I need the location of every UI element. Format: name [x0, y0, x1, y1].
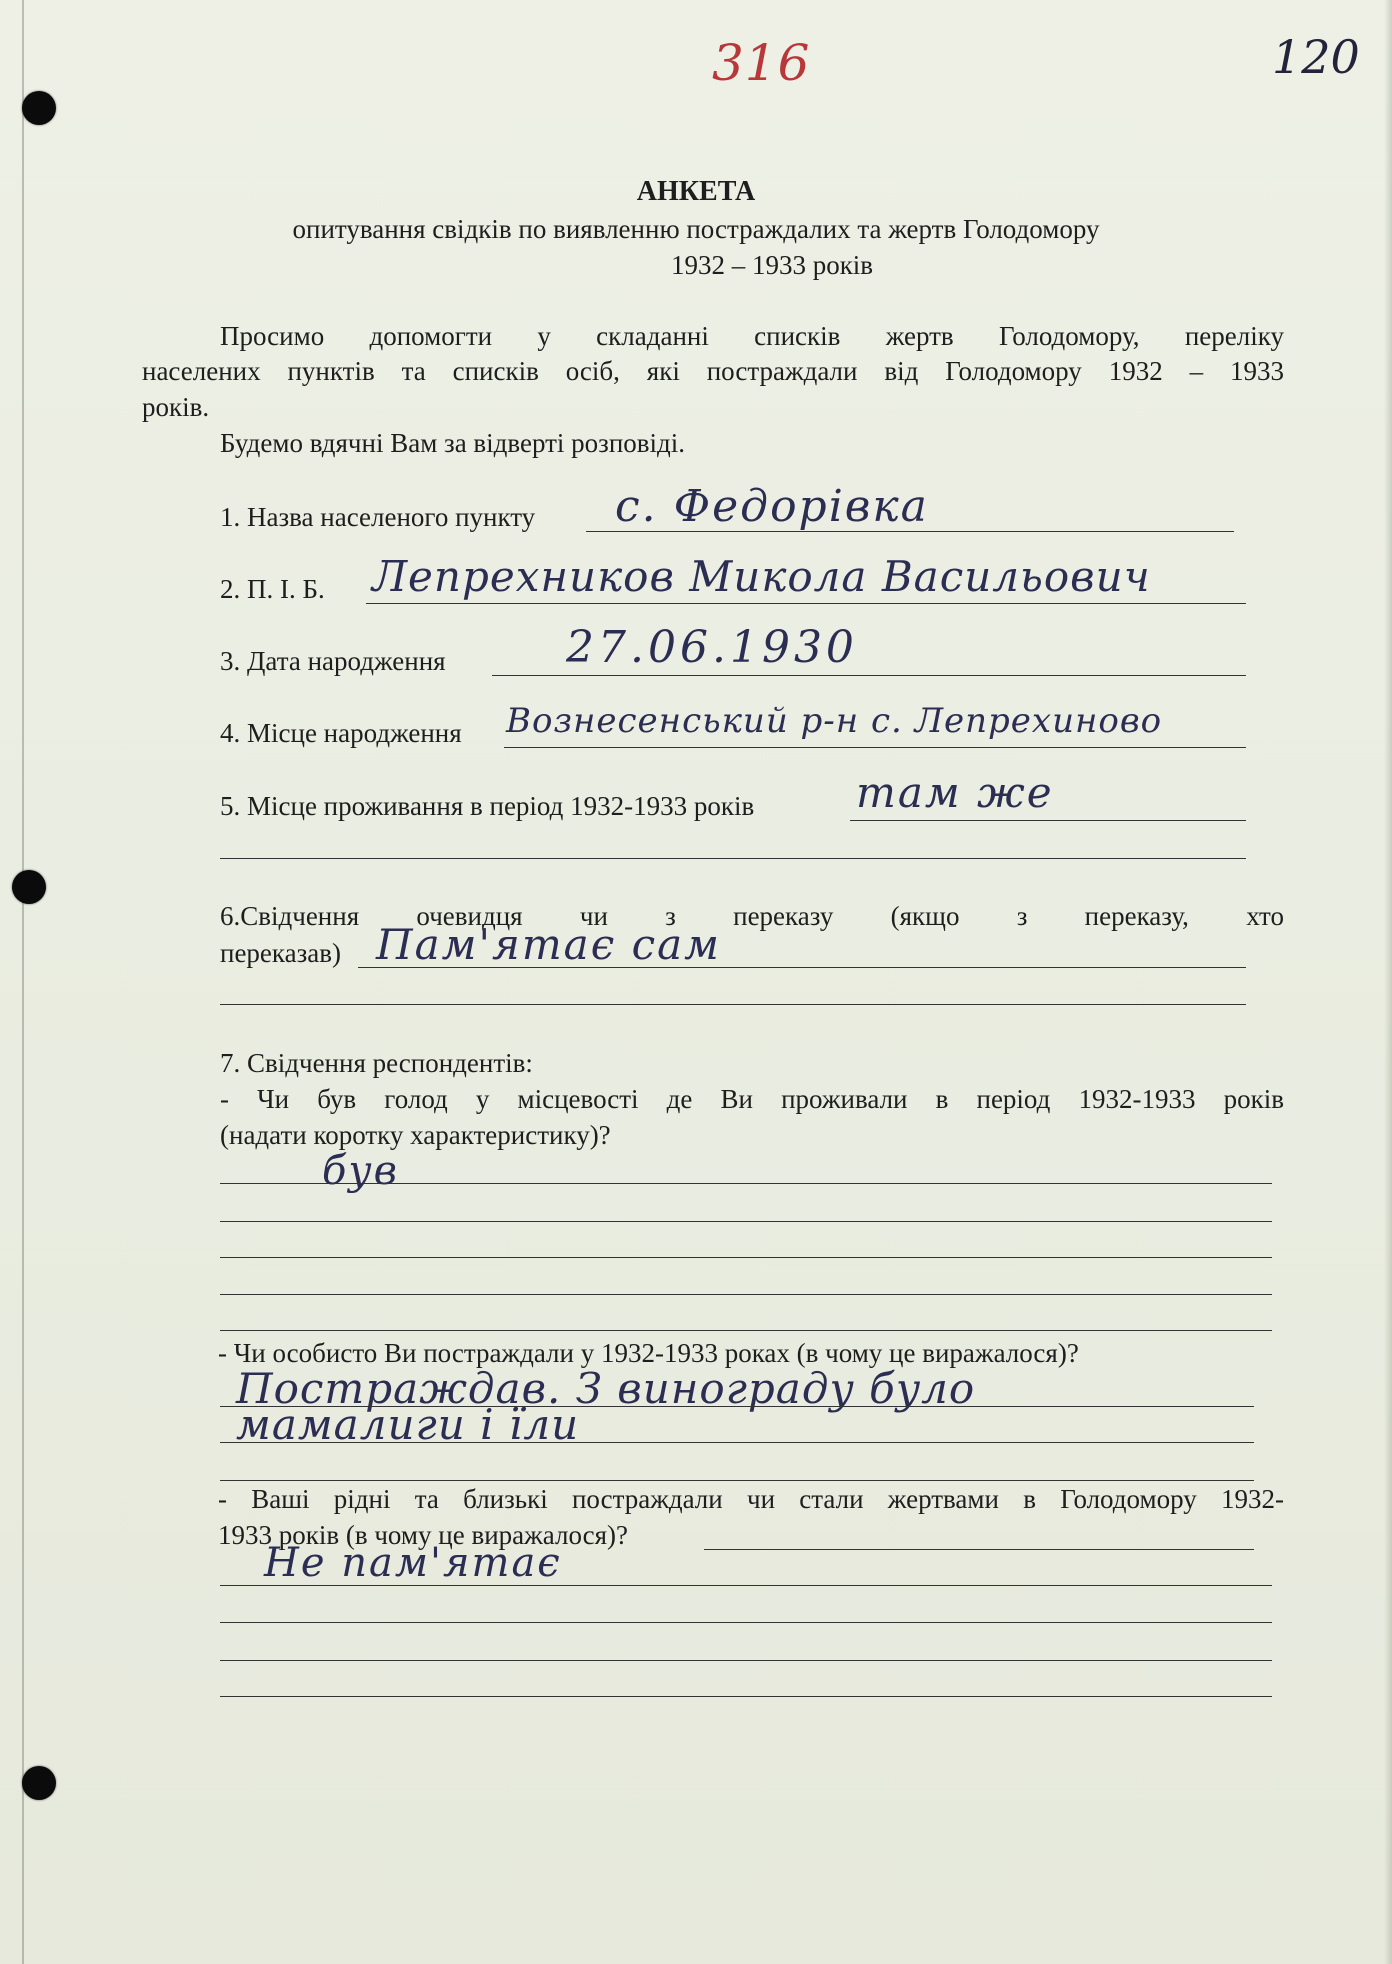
birthdate-underline [492, 675, 1246, 676]
intro-line-2: населених пунктів та списків осіб, які постраждали від Голодомору 1932 – 1933 [142, 356, 1284, 386]
testimony-section-label: 7. Свідчення респондентів: [220, 1048, 533, 1078]
answer-line [220, 1622, 1272, 1623]
source-label-2: переказав) [220, 938, 341, 968]
form-subtitle: опитування свідків по виявленню постраждалих та жертв Голодомору [292, 214, 1100, 244]
question-2: - Чи особисто Ви постраждали у 1932-1933 роках (в чому це виражалося)? [218, 1338, 1079, 1368]
punch-hole-top [22, 91, 56, 125]
answer-line [220, 1330, 1272, 1331]
source-label: 6.Свідчення очевидця чи з переказу (якщо з переказу, хто [220, 901, 1284, 931]
residence-underline-2 [220, 858, 1246, 859]
question-1-line-2: (надати коротку характеристику)? [220, 1120, 611, 1150]
settlement-label: 1. Назва населеного пункту [220, 502, 536, 532]
intro-thanks: Будемо вдячні Вам за відверті розповіді. [220, 428, 686, 458]
answer-line [220, 1480, 1254, 1481]
page-shadow [1384, 0, 1392, 1964]
answer-line [220, 1660, 1272, 1661]
intro-line-3: років. [142, 392, 210, 422]
page-edge [22, 0, 24, 1964]
question-1: - Чи був голод у місцевості де Ви проживали в період 1932-1933 років [220, 1084, 1284, 1114]
question-3: - Ваші рідні та близькі постраждали чи стали жертвами в Голодомору 1932- [218, 1484, 1284, 1514]
birthdate-value: 27.06.1930 [566, 622, 858, 673]
birthplace-underline [504, 747, 1246, 748]
page-number: 120 [1272, 30, 1360, 84]
question-2-answer-2: мамалиги і їли [236, 1400, 580, 1449]
intro-line-1: Просимо допомогти у складанні списків жертв Голодомору, переліку [220, 321, 1284, 351]
form-title: АНКЕТА [636, 176, 756, 207]
birthdate-label: 3. Дата народження [220, 646, 446, 676]
answer-line [220, 1585, 1272, 1586]
question-3-line-2: 1933 років (в чому це виражалося)? [218, 1520, 629, 1550]
name-underline [366, 603, 1246, 604]
answer-line [220, 1221, 1272, 1222]
answer-line [220, 1183, 1272, 1184]
punch-hole-middle [12, 870, 46, 904]
source-underline-2 [220, 1004, 1246, 1005]
source-value: Пам'ятає сам [376, 920, 721, 969]
punch-hole-bottom [22, 1766, 56, 1800]
form-subtitle-years: 1932 – 1933 років [670, 250, 874, 280]
residence-label: 5. Місце проживання в період 1932-1933 років [220, 791, 755, 821]
question-2-answer-1: Постраждав. З винограду було [236, 1364, 976, 1413]
sheet-number: 316 [712, 34, 811, 92]
answer-line [220, 1442, 1254, 1443]
settlement-value: с. Федорівка [615, 481, 929, 532]
name-label: 2. П. І. Б. [220, 574, 325, 604]
question-1-answer: був [322, 1148, 399, 1194]
residence-underline [850, 820, 1246, 821]
answer-line [220, 1294, 1272, 1295]
answer-line [220, 1257, 1272, 1258]
birthplace-label: 4. Місце народження [220, 718, 462, 748]
answer-line [704, 1549, 1254, 1550]
name-value: Лепрехников Микола Васильович [372, 552, 1151, 601]
question-3-answer: Не пам'ятає [264, 1540, 562, 1586]
birthplace-value: Вознесенський р-н с. Лепрехиново [506, 701, 1163, 741]
answer-line [220, 1696, 1272, 1697]
residence-value: там же [856, 768, 1054, 817]
